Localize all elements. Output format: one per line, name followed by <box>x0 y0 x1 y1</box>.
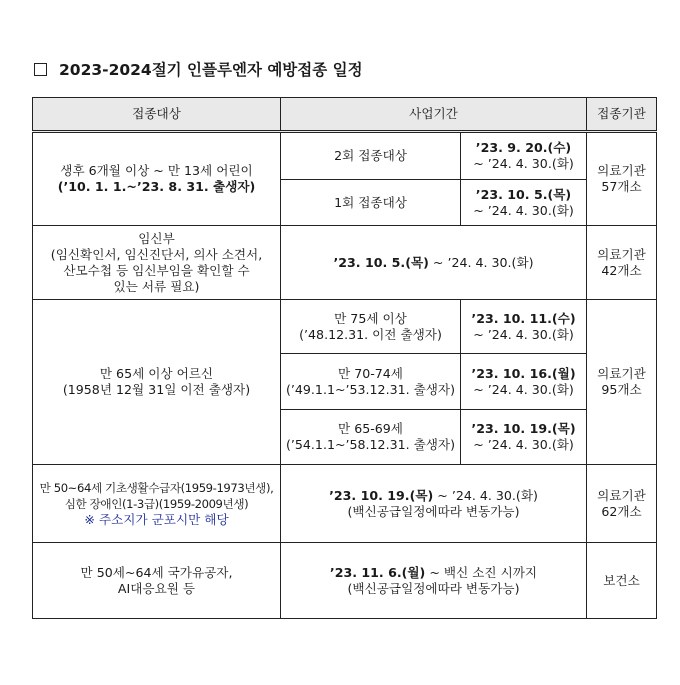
elderly-sub-period <box>461 410 587 465</box>
table-row <box>33 132 657 180</box>
veterans-period-note: (백신공급일정에따라 변동가능) <box>347 580 520 596</box>
pregnant-inst-line2: 42개소 <box>601 262 642 278</box>
child-inst-line1: 의료기관 <box>597 163 646 178</box>
pregnant-period-cell <box>281 226 587 300</box>
veterans-line1: 만 50세~64세 국가유공자, <box>80 564 233 580</box>
child-one-dose-label: 1회 접종대상 <box>281 180 461 226</box>
welfare-period-note: (백신공급일정에따라 변동가능) <box>347 503 520 519</box>
pregnant-institution-cell <box>587 226 657 300</box>
page-title-text: 2023-2024절기 인플루엔자 예방접종 일정 <box>59 61 363 79</box>
pregnant-period-rest: ~ ’24. 4. 30.(화) <box>432 254 534 270</box>
child-one-dose-end: ~ ’24. 4. 30.(화) <box>473 202 574 218</box>
elderly-target-line2: (1958년 12월 31일 이전 출생자) <box>62 382 251 397</box>
welfare-target-cell <box>33 465 281 543</box>
child-one-dose-start: ’23. 10. 5.(목) <box>475 186 572 202</box>
child-two-dose-label: 2회 접종대상 <box>281 132 461 180</box>
header-target: 접종대상 <box>33 98 281 132</box>
welfare-period-start: ’23. 10. 19.(목) <box>329 487 434 503</box>
pregnant-target-cell <box>33 226 281 300</box>
elderly-target-cell <box>33 300 281 465</box>
elderly-75-end: ~ ’24. 4. 30.(화) <box>473 326 574 342</box>
elderly-institution-cell <box>587 300 657 465</box>
elderly-65-end: ~ ’24. 4. 30.(화) <box>473 437 574 452</box>
elderly-sub-period <box>461 354 587 410</box>
elderly-75-start: ’23. 10. 11.(수) <box>471 310 576 326</box>
welfare-line1: 만 50~64세 기초생활수급자(1959-1973년생), <box>39 480 274 495</box>
pregnant-inst-line1: 의료기관 <box>597 246 646 262</box>
veterans-period-rest: ~ 백신 소진 시까지 <box>429 564 538 580</box>
elderly-target-line1: 만 65세 이상 어르신 <box>99 366 214 381</box>
elderly-65-label1: 만 65-69세 <box>338 421 403 436</box>
elderly-70-start: ’23. 10. 16.(월) <box>471 365 576 381</box>
elderly-sub-label <box>281 410 461 465</box>
child-target-cell <box>33 132 281 226</box>
child-two-dose-period <box>461 132 587 180</box>
pregnant-line2: (임신확인서, 임신진단서, 의사 소견서, <box>50 246 263 262</box>
pregnant-period-start: ’23. 10. 5.(목) <box>333 254 429 270</box>
pregnant-line1: 임신부 <box>138 230 175 246</box>
welfare-period-rest: ~ ’24. 4. 30.(화) <box>437 487 538 503</box>
table-row <box>33 226 657 300</box>
veterans-institution-cell: 보건소 <box>587 543 657 619</box>
checkbox-square-icon <box>34 63 47 76</box>
welfare-institution-cell <box>587 465 657 543</box>
veterans-period-start: ’23. 11. 6.(월) <box>329 564 426 580</box>
child-target-line2: (’10. 1. 1.~’23. 8. 31. 출생자) <box>57 179 256 194</box>
elderly-70-end: ~ ’24. 4. 30.(화) <box>473 381 574 397</box>
pregnant-line3: 산모수첩 등 임신부임을 확인할 수 <box>63 262 250 278</box>
elderly-65-start: ’23. 10. 19.(목) <box>471 421 576 436</box>
pregnant-line4: 있는 서류 필요) <box>113 278 200 294</box>
elderly-75-label2: (’48.12.31. 이전 출생자) <box>299 326 442 342</box>
page-title <box>34 58 363 80</box>
veterans-line2: AI대응요원 등 <box>117 580 196 596</box>
elderly-sub-period <box>461 300 587 354</box>
header-institution: 접종기관 <box>587 98 657 132</box>
elderly-75-label1: 만 75세 이상 <box>334 310 407 326</box>
veterans-period-cell <box>281 543 587 619</box>
elderly-inst-line2: 95개소 <box>601 382 642 397</box>
table-row <box>33 465 657 543</box>
veterans-target-cell <box>33 543 281 619</box>
welfare-inst-line1: 의료기관 <box>597 487 646 503</box>
child-one-dose-period <box>461 180 587 226</box>
schedule-table <box>32 97 657 619</box>
welfare-period-cell <box>281 465 587 543</box>
elderly-inst-line1: 의료기관 <box>597 366 646 381</box>
header-period: 사업기간 <box>281 98 587 132</box>
elderly-70-label1: 만 70-74세 <box>338 365 403 381</box>
elderly-sub-label <box>281 354 461 410</box>
child-target-line1: 생후 6개월 이상 ~ 만 13세 어린이 <box>60 163 253 178</box>
table-row <box>33 543 657 619</box>
table-row <box>33 300 657 354</box>
child-two-dose-start: ’23. 9. 20.(수) <box>475 140 572 155</box>
welfare-inst-line2: 62개소 <box>601 503 642 519</box>
child-two-dose-end: ~ ’24. 4. 30.(화) <box>473 156 574 171</box>
table-header-row <box>33 98 657 132</box>
welfare-note: ※ 주소지가 군포시만 해당 <box>84 511 229 527</box>
welfare-line2: 심한 장애인(1-3급)(1959-2009년생) <box>64 496 249 511</box>
elderly-sub-label <box>281 300 461 354</box>
child-institution-cell <box>587 132 657 226</box>
elderly-65-label2: (’54.1.1~’58.12.31. 출생자) <box>285 437 456 452</box>
elderly-70-label2: (’49.1.1~’53.12.31. 출생자) <box>285 381 456 397</box>
child-inst-line2: 57개소 <box>601 179 642 194</box>
